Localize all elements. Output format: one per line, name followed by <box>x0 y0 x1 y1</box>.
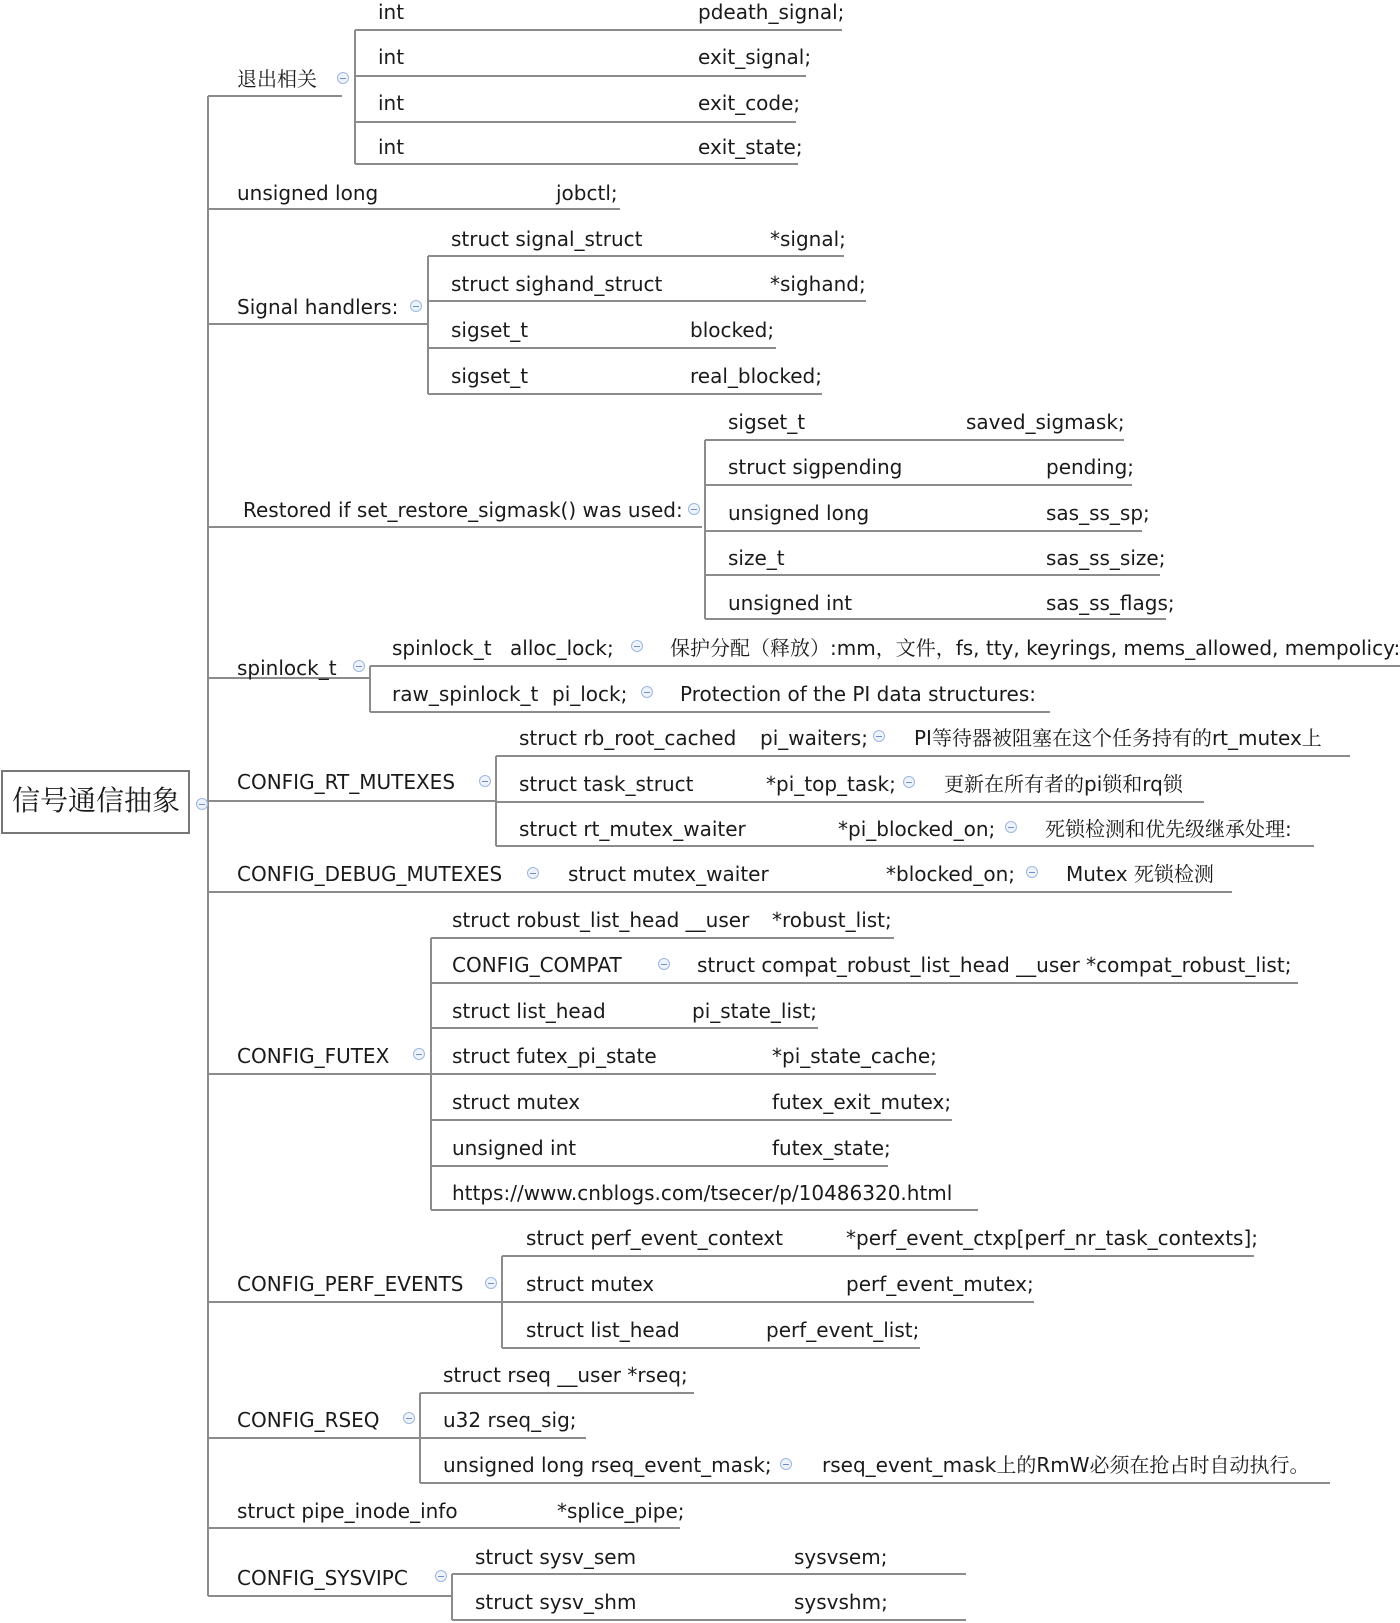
field-name: futex_exit_mutex; <box>772 1090 952 1114</box>
collapse-icon[interactable] <box>337 72 349 84</box>
collapse-icon[interactable] <box>688 503 700 515</box>
field-type[interactable]: raw_spinlock_t <box>392 682 539 706</box>
field-type[interactable]: sigset_t <box>728 410 806 434</box>
branch-rseq-label[interactable]: CONFIG_RSEQ <box>237 1408 380 1432</box>
field-type[interactable]: struct mutex <box>526 1272 655 1296</box>
field-name: blocked; <box>690 318 775 342</box>
branch-debug-mutexes-label[interactable]: CONFIG_DEBUG_MUTEXES <box>237 862 503 886</box>
branch-restored-label[interactable]: Restored if set_restore_sigmask() was used: <box>243 498 683 522</box>
field-name: exit_signal; <box>698 45 812 69</box>
field-type[interactable]: struct sysv_sem <box>475 1545 637 1569</box>
field-type[interactable]: unsigned long rseq_event_mask; <box>443 1453 772 1477</box>
field-type[interactable]: int <box>378 91 405 115</box>
field-name: perf_event_list; <box>766 1318 920 1342</box>
collapse-icon[interactable] <box>479 775 491 787</box>
field-name: pdeath_signal; <box>698 0 845 24</box>
field-name: *pi_top_task; <box>766 772 896 796</box>
collapse-icon[interactable] <box>485 1277 497 1289</box>
field-name: *blocked_on; <box>886 862 1016 886</box>
field-name: *pi_blocked_on; <box>838 817 996 841</box>
field-name: sysvsem; <box>794 1545 888 1569</box>
field-name: jobctl; <box>556 181 618 205</box>
field-name: pi_lock; <box>552 682 628 706</box>
branch-spinlock-label[interactable]: spinlock_t <box>237 656 337 680</box>
collapse-icon[interactable] <box>435 1570 447 1582</box>
field-note: rseq_event_mask上的RmW必须在抢占时自动执行。 <box>822 1453 1310 1477</box>
field-note: 保护分配（释放）:mm，文件，fs, tty, keyrings, mems_allowed, mempolicy: <box>670 636 1400 660</box>
field-note: Protection of the PI data structures: <box>680 682 1036 706</box>
field-type[interactable]: unsigned int <box>452 1136 577 1160</box>
field-name: pi_waiters; <box>760 726 868 750</box>
field-type[interactable]: struct list_head <box>526 1318 680 1342</box>
field-type[interactable]: unsigned int <box>728 591 853 615</box>
collapse-icon[interactable] <box>873 730 885 742</box>
field-type[interactable]: struct futex_pi_state <box>452 1044 657 1068</box>
field-name: perf_event_mutex; <box>846 1272 1034 1296</box>
field-type[interactable]: sigset_t <box>451 364 529 388</box>
field-name: *robust_list; <box>772 908 892 932</box>
field-type[interactable]: spinlock_t <box>392 636 492 660</box>
field-type[interactable]: struct robust_list_head __user <box>452 908 750 932</box>
collapse-icon[interactable] <box>527 867 539 879</box>
field-name: *perf_event_ctxp[perf_nr_task_contexts]; <box>846 1226 1259 1250</box>
field-type[interactable]: struct list_head <box>452 999 606 1023</box>
field-type[interactable]: CONFIG_COMPAT <box>452 953 622 977</box>
collapse-icon[interactable] <box>631 640 643 652</box>
field-name: *signal; <box>770 227 846 251</box>
branch-splice-label[interactable]: struct pipe_inode_info <box>237 1499 458 1523</box>
field-type[interactable]: sigset_t <box>451 318 529 342</box>
collapse-icon[interactable] <box>410 300 422 312</box>
field-name: futex_state; <box>772 1136 891 1160</box>
branch-futex-label[interactable]: CONFIG_FUTEX <box>237 1044 390 1068</box>
field-type[interactable]: struct sysv_shm <box>475 1590 637 1614</box>
field-name: *splice_pipe; <box>557 1499 685 1523</box>
field-name: sysvshm; <box>794 1590 888 1614</box>
field-type[interactable]: struct rseq __user *rseq; <box>443 1363 688 1387</box>
branch-signal-handlers-label[interactable]: Signal handlers: <box>237 295 399 319</box>
field-type[interactable]: int <box>378 0 405 24</box>
field-name: sas_ss_size; <box>1046 546 1166 570</box>
branch-rt-mutexes-label[interactable]: CONFIG_RT_MUTEXES <box>237 770 456 794</box>
field-type[interactable]: struct rt_mutex_waiter <box>519 817 746 841</box>
field-type[interactable]: int <box>378 45 405 69</box>
field-note: 更新在所有者的pi锁和rq锁 <box>944 772 1183 796</box>
field-note: struct compat_robust_list_head __user *compat_robust_list; <box>697 953 1292 977</box>
field-name: pi_state_list; <box>692 999 818 1023</box>
branch-exit-label[interactable]: 退出相关 <box>237 67 317 91</box>
field-name: exit_code; <box>698 91 801 115</box>
field-name: sas_ss_sp; <box>1046 501 1150 525</box>
root-label: 信号通信抽象 <box>12 784 181 817</box>
branch-perf-events-label[interactable]: CONFIG_PERF_EVENTS <box>237 1272 464 1296</box>
reference-link[interactable]: https://www.cnblogs.com/tsecer/p/10486320.html <box>452 1181 953 1205</box>
field-name: *pi_state_cache; <box>772 1044 937 1068</box>
collapse-icon[interactable] <box>641 686 653 698</box>
field-type[interactable]: struct sighand_struct <box>451 272 663 296</box>
branch-jobctl-label[interactable]: unsigned long <box>237 181 379 205</box>
collapse-icon[interactable] <box>403 1412 415 1424</box>
collapse-icon[interactable] <box>196 798 208 810</box>
field-type[interactable]: struct mutex <box>452 1090 581 1114</box>
field-type[interactable]: struct sigpending <box>728 455 903 479</box>
field-type[interactable]: size_t <box>728 546 785 570</box>
field-name: exit_state; <box>698 135 803 159</box>
field-type[interactable]: struct perf_event_context <box>526 1226 783 1250</box>
field-name: saved_sigmask; <box>966 410 1125 434</box>
collapse-icon[interactable] <box>1005 821 1017 833</box>
field-type[interactable]: struct mutex_waiter <box>568 862 769 886</box>
collapse-icon[interactable] <box>1026 866 1038 878</box>
field-name: pending; <box>1046 455 1135 479</box>
field-note: 死锁检测和优先级继承处理: <box>1045 817 1292 841</box>
field-type[interactable]: u32 rseq_sig; <box>443 1408 577 1432</box>
field-note: Mutex 死锁检测 <box>1066 862 1214 886</box>
branch-sysvipc-label[interactable]: CONFIG_SYSVIPC <box>237 1566 408 1590</box>
collapse-icon[interactable] <box>658 958 670 970</box>
field-name: alloc_lock; <box>510 636 614 660</box>
collapse-icon[interactable] <box>353 660 365 672</box>
collapse-icon[interactable] <box>780 1458 792 1470</box>
field-name: sas_ss_flags; <box>1046 591 1175 615</box>
collapse-icon[interactable] <box>903 776 915 788</box>
field-name: *sighand; <box>770 272 866 296</box>
field-type[interactable]: struct task_struct <box>519 772 694 796</box>
field-type[interactable]: struct rb_root_cached <box>519 726 737 750</box>
field-name: real_blocked; <box>690 364 822 388</box>
field-note: PI等待器被阻塞在这个任务持有的rt_mutex上 <box>914 726 1322 750</box>
field-type[interactable]: int <box>378 135 405 159</box>
collapse-icon[interactable] <box>413 1048 425 1060</box>
field-type[interactable]: unsigned long <box>728 501 870 525</box>
field-type[interactable]: struct signal_struct <box>451 227 643 251</box>
